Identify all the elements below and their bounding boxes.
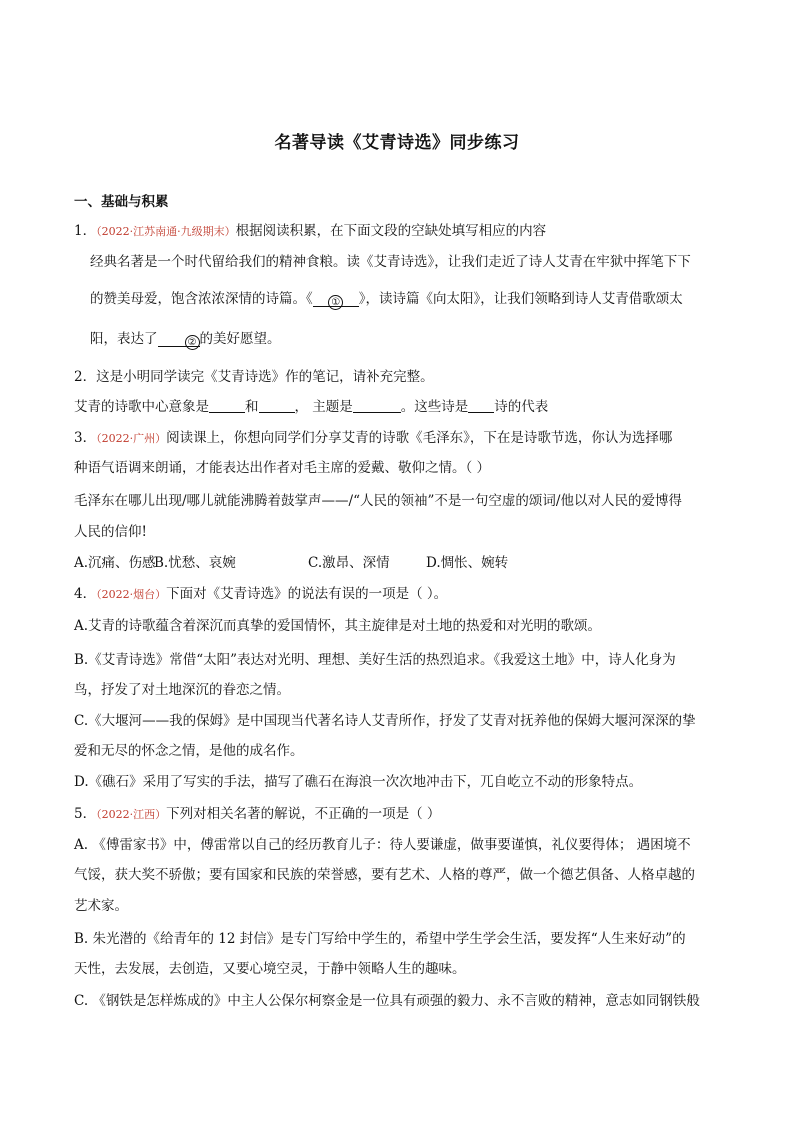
question-2-text: 艾青的诗歌中心意象是 和 ， 主题是 。这些诗是 诗的代表 [74,399,549,415]
question-3-stem: 3．（2022·广州）阅读课上，你想向同学们分享艾青的诗歌《毛泽东》，下在是诗歌节选，你认为选择哪 [74,430,673,446]
option-a[interactable]: A.沉痛、伤感 [74,555,156,571]
option-d[interactable]: D.惆怅、婉转 [426,555,509,571]
question-4-stem: 4．（2022·烟台）下面对《艾青诗选》的说法有误的一项是（ ）。 [74,586,448,602]
answer-blank[interactable] [259,398,295,413]
poem-excerpt: 人民的信仰! [74,524,147,540]
poem-excerpt: 毛泽东在哪儿出现/哪儿就能沸腾着鼓掌声——/“人民的领袖”不是一句空虚的颂词/他以对人民的爱博得 [74,493,682,509]
section-heading: 一、基础与积累 [74,194,169,210]
option-b[interactable]: B.《艾青诗选》常借“太阳”表达对光明、理想、美好生活的热烈追求。《我爱这土地》中，诗人化身为 [74,652,676,668]
option-d[interactable]: D.《礁石》采用了写实的手法，描写了礁石在海浪一次次地冲击下，兀自屹立不动的形象特点。 [74,774,643,790]
question-source: （2022·烟台） [96,588,167,601]
question-1-text: 经典名著是一个时代留给我们的精神食粮。读《艾青诗选》，让我们走近了诗人艾青在牢狱中挥笔下下 [90,254,691,270]
option-a-cont: 气馁，获大奖不骄傲；要有国家和民族的荣誉感，要有艺术、人格的尊严，做一个德艺俱备、人格卓越的 [74,867,695,883]
question-1-stem: 1．（2022·江苏南通·九级期末）根据阅读积累，在下面文段的空缺处填写相应的内容 [74,223,547,239]
answer-blank[interactable] [158,332,200,347]
blank-marker: ② [185,335,200,350]
option-b-cont: 鸟，抒发了对土地深沉的眷恋之情。 [74,682,290,698]
answer-blank[interactable] [209,398,245,413]
question-3-text: 种语气语调来朗诵，才能表达出作者对毛主席的爱戴、敬仰之情。（ ） [74,460,491,476]
question-5-stem: 5．（2022·江西）下列对相关名著的解说，不正确的一项是（ ） [74,806,441,822]
question-source: （2022·广州） [96,432,167,445]
option-a[interactable]: A. 《傅雷家书》中，傅雷常以自己的经历教育儿子：待人要谦虚，做事要谨慎，礼仪要得体； 遇困境不 [74,837,691,853]
page-title: 名著导读《艾青诗选》同步练习 [274,133,520,153]
question-2-stem: 2．这是小明同学读完《艾青诗选》作的笔记，请补充完整。 [74,369,434,385]
question-1-text: 的赞美母爱，饱含浓浓深情的诗篇。《 ① 》，读诗篇《向太阳》，让我们领略到诗人艾青借歌颂太 [90,291,683,308]
option-c-cont: 爱和无尽的怀念之情，是他的成名作。 [74,743,304,759]
option-c[interactable]: C.《大堰河——我的保姆》是中国现当代著名诗人艾青所作，抒发了艾青对抚养他的保姆大堰河深深的挚 [74,713,696,729]
blank-marker: ① [328,295,343,310]
option-a[interactable]: A.艾青的诗歌蕴含着深沉而真挚的爱国情怀，其主旋律是对土地的热爱和对光明的歌颂。 [74,618,602,634]
option-a-cont: 艺术家。 [74,898,128,914]
option-c[interactable]: C.激昂、深情 [308,555,390,571]
option-b[interactable]: B. 朱光潜的《给青年的 12 封信》是专门写给中学生的，希望中学生学会生活，要发挥“人生来好动”的 [74,931,686,947]
question-source: （2022·江西） [96,808,167,821]
answer-blank[interactable] [353,398,401,413]
option-b[interactable]: B.忧愁、哀婉 [154,555,236,571]
option-b-cont: 天性，去发展，去创造，又要心境空灵，于静中领略人生的趣味。 [74,961,466,977]
option-c[interactable]: C. 《钢铁是怎样炼成的》中主人公保尔柯察金是一位具有顽强的毅力、永不言败的精神，意志如同钢铁般 [74,993,700,1009]
question-1-text: 阳，表达了 ② 的美好愿望。 [90,331,281,348]
answer-blank[interactable] [313,292,359,307]
question-3-options [74,554,508,572]
answer-blank[interactable] [468,398,494,413]
question-source: （2022·江苏南通·九级期末） [96,225,236,238]
